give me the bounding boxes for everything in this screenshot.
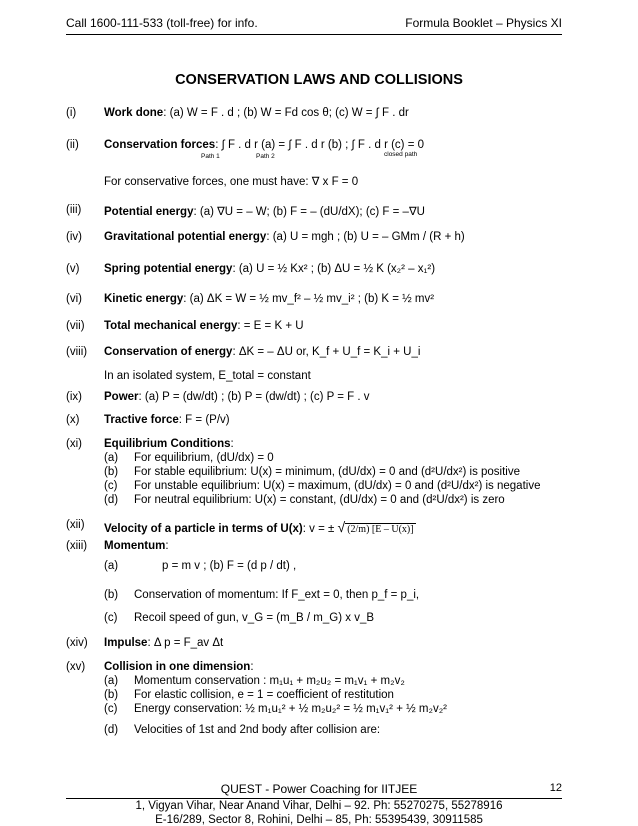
footer-address-2: E-16/289, Sector 8, Rohini, Delhi – 85, Ph: 55395439, 30911585 (155, 814, 483, 826)
velocity-expression: (2/m) [E – U(x)] (347, 524, 414, 535)
footer-brand: QUEST - Power Coaching for IITJEE (220, 782, 418, 796)
path2-label: Path 2 (256, 153, 275, 160)
closed-path-label: closed path (384, 151, 418, 158)
header-contact: Call 1600-111-533 (toll-free) for info. (66, 16, 258, 30)
page-header (66, 14, 562, 35)
footer-rule (66, 798, 562, 799)
page-number: 12 (549, 782, 562, 794)
header-booklet-title: Formula Booklet – Physics XI (405, 16, 562, 30)
path1-label: Path 1 (201, 153, 220, 160)
page-title: CONSERVATION LAWS AND COLLISIONS (175, 72, 463, 88)
footer-address-1: 1, Vigyan Vihar, Near Anand Vihar, Delhi – 92. Ph: 55270275, 55278916 (135, 800, 503, 812)
